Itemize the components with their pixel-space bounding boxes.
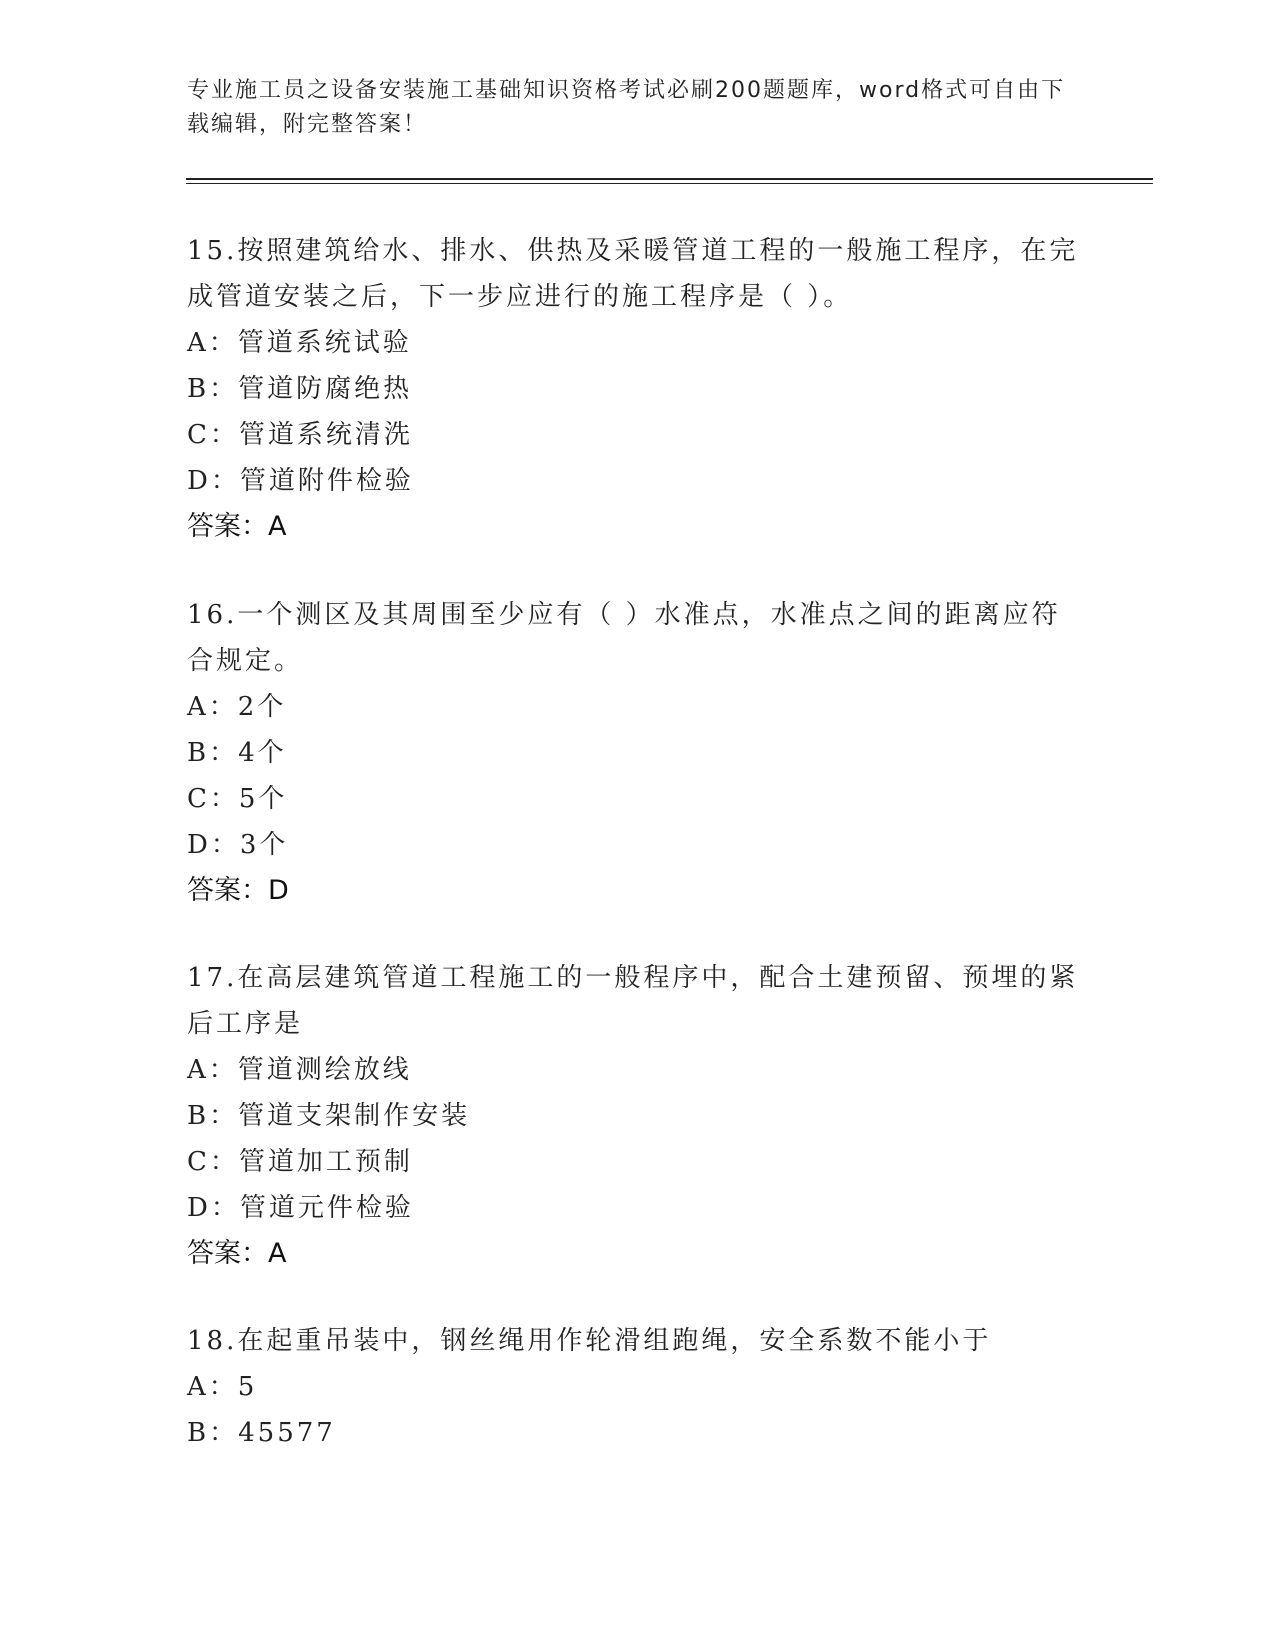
option-b: B：4个 bbox=[187, 738, 287, 768]
option-b: B：45577 bbox=[187, 1418, 336, 1448]
option-a: A：5 bbox=[187, 1372, 258, 1402]
option-a: A：2个 bbox=[187, 692, 287, 722]
answer: 答案：A bbox=[187, 511, 287, 542]
question-17 bbox=[187, 955, 1087, 1277]
question-18 bbox=[187, 1318, 1087, 1456]
question-text: 18.在起重吊装中，钢丝绳用作轮滑组跑绳，安全系数不能小于 bbox=[187, 1326, 992, 1356]
option-d: D：管道附件检验 bbox=[187, 466, 414, 496]
header-divider-thick bbox=[186, 178, 1153, 180]
question-text: 17.在高层建筑管道工程施工的一般程序中，配合土建预留、预埋的紧后工序是 bbox=[187, 963, 1079, 1039]
option-d: D：管道元件检验 bbox=[187, 1193, 414, 1223]
question-text: 16.一个测区及其周围至少应有（ ）水准点，水准点之间的距离应符合规定。 bbox=[187, 600, 1061, 676]
answer: 答案：A bbox=[187, 1238, 287, 1269]
answer: 答案：D bbox=[187, 875, 289, 906]
question-15 bbox=[187, 228, 1087, 550]
option-d: D：3个 bbox=[187, 830, 289, 860]
option-a: A：管道系统试验 bbox=[187, 328, 412, 358]
document-header: 专业施工员之设备安装施工基础知识资格考试必刷200题题库，word格式可自由下载编辑，附完整答案！ bbox=[187, 78, 1066, 137]
option-b: B：管道支架制作安装 bbox=[187, 1101, 471, 1131]
option-a: A：管道测绘放线 bbox=[187, 1055, 412, 1085]
question-text: 15.按照建筑给水、排水、供热及采暖管道工程的一般施工程序，在完成管道安装之后，下一步应进行的施工程序是（ ）。 bbox=[187, 236, 1079, 312]
option-c: C：管道系统清洗 bbox=[187, 420, 413, 450]
option-c: C：管道加工预制 bbox=[187, 1147, 413, 1177]
question-16 bbox=[187, 592, 1087, 914]
option-c: C：5个 bbox=[187, 784, 288, 814]
header-divider-thin bbox=[186, 183, 1153, 184]
option-b: B：管道防腐绝热 bbox=[187, 374, 413, 404]
